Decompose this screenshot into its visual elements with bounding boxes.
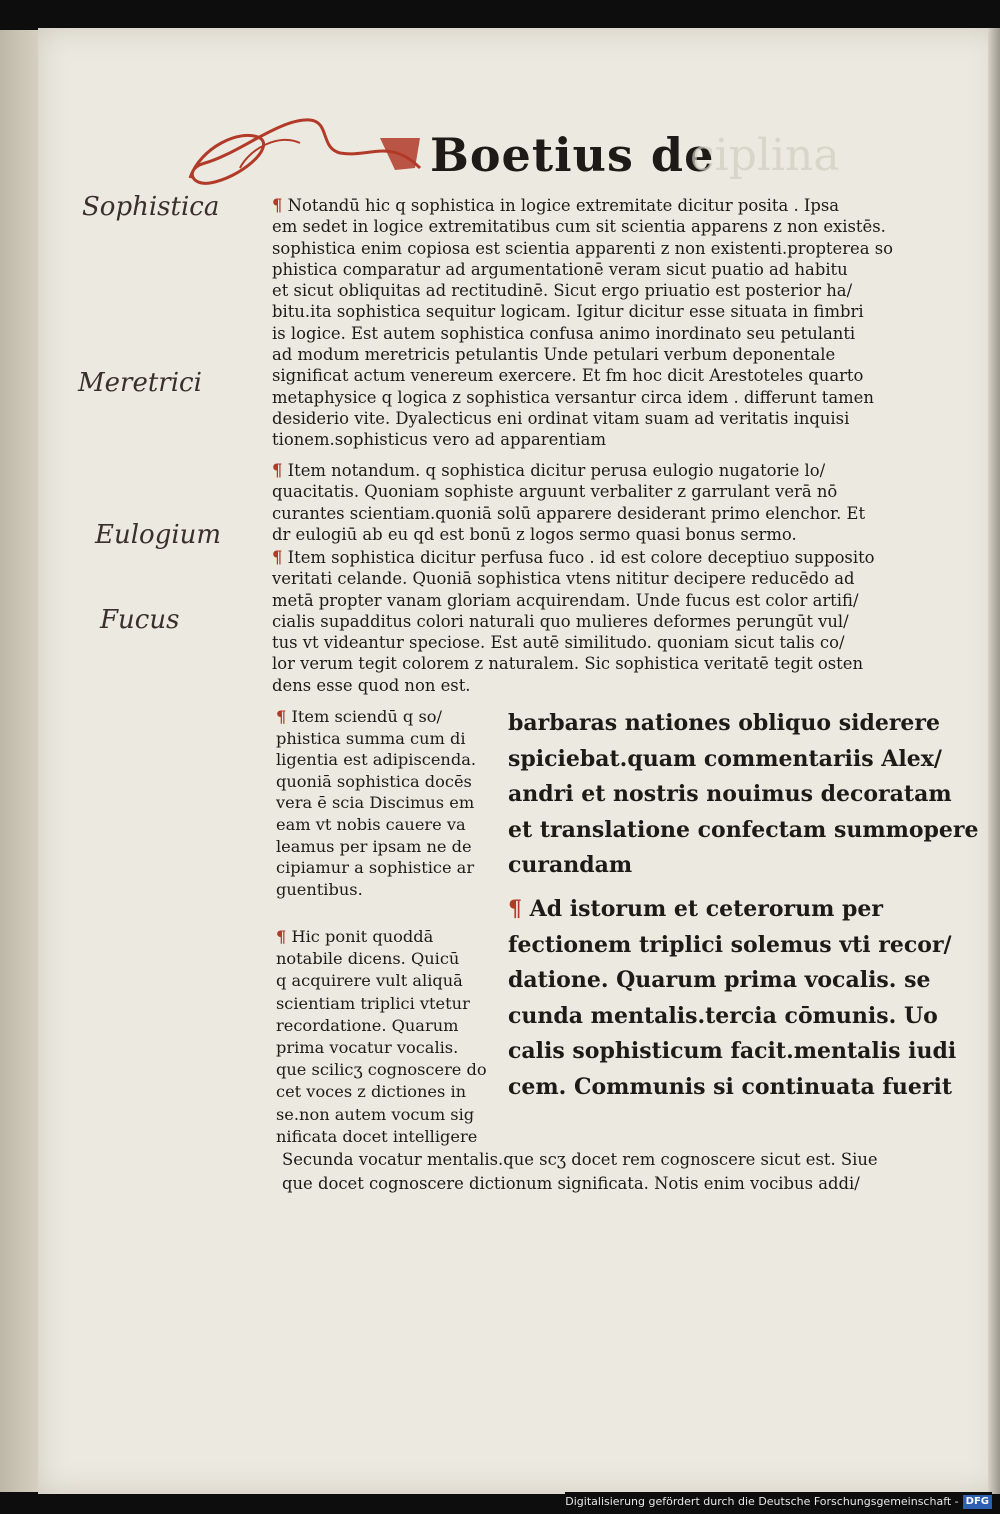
paragraph-item-sophistica: ¶ Item sophistica dicitur perfusa fuco . id est colore deceptiuo supposito veritati celande. Quoniā sophistica vtens nititur decipere reducēdo ad metā propter vanam gloriam acquirendam. Unde fucus est color artifi/ cialis supadditus colori naturali quo mulieres deformes perungūt vul/ tus vt videantur speciose. Est autē similitudo. quoniam sicut talis co/ lor verum tegit colorem z naturalem. Sic sophistica veritatē tegit osten dens esse quod non est. [272, 548, 875, 695]
commentary-column-2: ¶ Hic ponit quoddā notabile dicens. Quicū q acquirere vult aliquā scientiam triplici vtetur recordatione. Quarum prima vocatur vocalis. que scilicʒ cognoscere do cet voces z dictiones in se.non autem vocum sig nificata docet intelligere [276, 927, 487, 1146]
margin-note-sophistica: Sophistica [82, 192, 220, 222]
page-gutter [988, 28, 1000, 1494]
rubric-flourish [180, 108, 440, 198]
pilcrow-icon: ¶ [508, 896, 522, 922]
margin-note-eulogium: Eulogium [95, 520, 222, 550]
show-through-text: ciplina [690, 130, 840, 181]
paragraph-item-notandum: ¶ Item notandum. q sophistica dicitur perusa eulogio nugatorie lo/ quacitatis. Quoniam sophiste arguunt verbaliter z garrulant verā nō curantes scientiam.quoniā solū apparere desiderant primo elenchor. Et dr eulogiū ab eu qd est bonū z logos sermo quasi bonus sermo. [272, 461, 866, 544]
page-edge [0, 30, 42, 1492]
main-text-column-1: barbaras nationes obliquo siderere spiciebat.quam commentariis Alex/ andri et nostris nouimus decoratam et translatione confectam summopere curandam [508, 710, 979, 878]
footer-text: Digitalisierung gefördert durch die Deutsche Forschungsgemeinschaft - [565, 1495, 959, 1508]
pilcrow-icon: ¶ [272, 196, 283, 215]
margin-note-fucus: Fucus [100, 605, 180, 635]
paragraph-notandum: ¶ Notandū hic q sophistica in logice extremitate dicitur posita . Ipsa em sedet in logice extremitatibus cum sit scientia apparens z non existēs. sophistica enim copiosa est scientia apparenti z non existenti.propterea so phistica comparatur ad argumentationē veram sicut puatio ad habitu et sicut obliquitas ad rectitudinē. Sicut ergo priuatio est posterior ha/ bitu.ita sophistica sequitur logicam. Igitur dicitur esse situata in fimbri is logice. Est autem sophistica confusa animo inordinato seu petulanti ad modum meretricis petulantis Unde petulari verbum deponentale significat actum venereum exercere. Et fm hoc dicit Arestoteles quarto metaphysice q logica z sophistica versantur circa idem . differunt tamen desiderio vite. Dyalecticus eni ordinat vitam suam ad veritatis inquisi tionem.sophisticus vero ad apparentiam [272, 196, 894, 450]
margin-note-meretrici: Meretrici [78, 368, 202, 398]
pilcrow-icon: ¶ [272, 461, 283, 480]
main-text-column-2: ¶ Ad istorum et ceterorum per fectionem triplici solemus vti recor/ datione. Quarum prima vocalis. se cunda mentalis.tercia cōmunis. Uo calis sophisticum facit.mentalis iudi cem. Communis si continuata fuerit [508, 896, 957, 1100]
pilcrow-icon: ¶ [276, 927, 287, 946]
dfg-logo: DFG [963, 1495, 992, 1509]
commentary-column-1: ¶ Item sciendū q so/ phistica summa cum di ligentia est adipiscenda. quoniā sophistica docēs vera ē scia Discimus em eam vt nobis cauere va leamus per ipsam ne de cipiamur a sophistice ar guentibus. [276, 707, 477, 899]
digitization-footer [565, 1492, 992, 1512]
pilcrow-icon: ¶ [276, 707, 287, 726]
pilcrow-icon: ¶ [272, 548, 283, 567]
paragraph-secunda: Secunda vocatur mentalis.que scʒ docet rem cognoscere sicut est. Siue que docet cognoscere dictionum significata. Notis enim vocibus addi/ [282, 1150, 878, 1193]
page-title: Boetius de [430, 128, 715, 182]
